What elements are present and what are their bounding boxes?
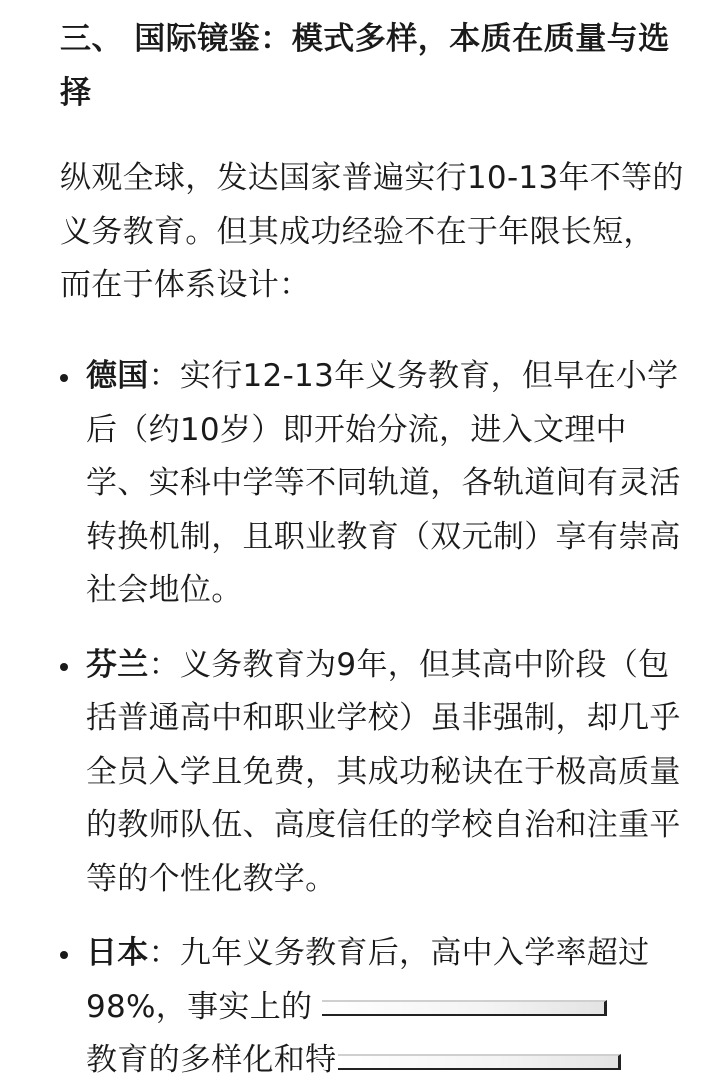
bullet-term: 德国 [86,358,149,394]
bullet-separator: ： [148,935,180,971]
bullet-separator: ： [148,646,180,683]
loading-fade-bar [338,1054,621,1070]
bullet-text: 九年义务教育后，高中入学率超过98%，事实上的 [86,935,650,1025]
bullet-text: 义务教育为9年，但其高中阶段（包括普通高中和职业学校）虽非强制，却几乎全员入学且免费，其成功秘诀在于极高质量的教师队伍、高度信任的学校自治和注重平等的个性化教学。 [86,646,681,897]
bullet-separator: ： [148,358,180,394]
bullet-dot-icon [60,663,68,671]
bullet-term: 日本 [86,935,149,971]
bullet-text-continued: 教育的多样化和特 [86,1042,337,1078]
bullet-term: 芬兰 [86,646,149,683]
loading-fade-bar [322,1000,607,1016]
bullet-dot-icon [60,374,68,382]
bullet-text: 实行12-13年义务教育，但早在小学后（约10岁）即开始分流，进入文理中学、实科中学等不同轨道，各轨道间有灵活转换机制，且职业教育（双元制）享有崇高社会地位。 [86,358,681,608]
bullet-dot-icon [60,951,68,959]
list-item-finland [0,639,719,907]
list-item-japan [0,927,719,1088]
list-item-germany [0,350,719,618]
section-heading: 三、 国际镜鉴：模式多样，本质在质量与选择 [60,21,670,111]
country-list [0,350,719,1089]
intro-paragraph: 纵观全球，发达国家普遍实行10-13年不等的义务教育。但其成功经验不在于年限长短，而在于体系设计： [60,160,684,303]
